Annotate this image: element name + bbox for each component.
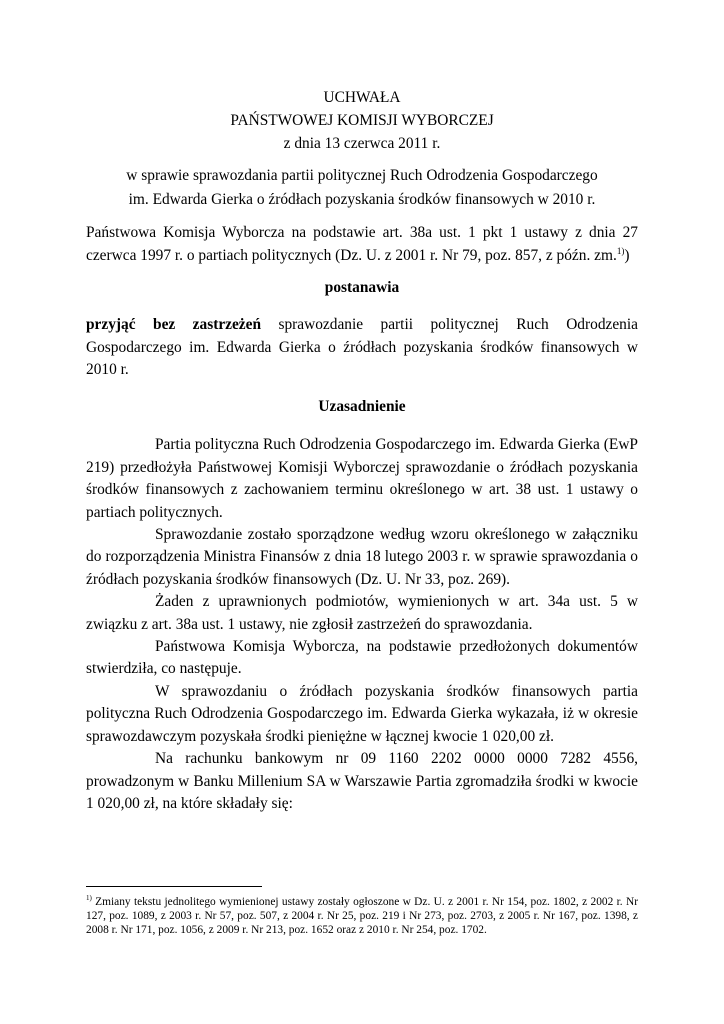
- preamble-text: Państwowa Komisja Wyborcza na podstawie art. 38a ust. 1 pkt 1 ustawy z dnia 27 czerwca 1997 r. o partiach politycznych (Dz. U. z 2001 r. Nr 79, poz. 857, z późn. zm.: [86, 224, 638, 264]
- resolution-bold-lead: przyjąć bez zastrzeżeń: [86, 316, 262, 334]
- footnote-marker: 1): [86, 894, 92, 903]
- title-line-authority: PAŃSTWOWEJ KOMISJI WYBORCZEJ: [230, 111, 494, 129]
- justification-paragraph-5: W sprawozdaniu o źródłach pozyskania środków finansowych partia polityczna Ruch Odrodzenia Gospodarczego im. Edwarda Gierka wykazała, iż w okresie sprawozdawczym pozyskała środki pieniężne w łącznej kwocie 1 020,00 zł.: [86, 682, 638, 745]
- preamble-paragraph: [86, 222, 638, 267]
- heading-decides: postanawia: [324, 279, 400, 297]
- justification-section: [86, 434, 638, 815]
- title-line-type: UCHWAŁA: [323, 89, 401, 106]
- footnote-divider: [86, 886, 262, 887]
- resolution-text: sprawozdanie partii politycznej Ruch Odrodzenia Gospodarczego im. Edwarda Gierka o źródłach pozyskania środków finansowych w 2010 r.: [86, 316, 638, 379]
- heading-justification: Uzasadnienie: [318, 398, 406, 416]
- justification-paragraph-2: Sprawozdanie zostało sporządzone według wzoru określonego w załączniku do rozporządzenia Ministra Finansów z dnia 18 lutego 2003 r. w sprawie sprawozdania o źródłach pozyskania środków finansowych (Dz. U. Nr 33, poz. 269).: [86, 526, 638, 588]
- resolution-title: [86, 87, 638, 155]
- justification-paragraph-1: Partia polityczna Ruch Odrodzenia Gospodarczego im. Edwarda Gierka (EwP 219) przedłożyła Państwowej Komisji Wyborczej sprawozdanie o źródłach pozyskania środków finansowych z zachowaniem terminu określonego w art. 38 ust. 1 ustawy o partiach politycznych.: [86, 436, 638, 521]
- justification-paragraph-4: Państwowa Komisja Wyborcza, na podstawie przedłożonych dokumentów stwierdziła, co następuje.: [86, 638, 638, 678]
- title-line-date: z dnia 13 czerwca 2011 r.: [283, 134, 441, 152]
- footnote-text: Zmiany tekstu jednolitego wymienionej ustawy zostały ogłoszone w Dz. U. z 2001 r. Nr 154, poz. 1802, z 2002 r. Nr 127, poz. 1089, z 2003 r. Nr 57, poz. 507, z 2004 r. Nr 25, poz. 219 i Nr 273, poz. 2703, z 2005 r. Nr 167, poz. 1398, z 2008 r. Nr 171, poz. 1056, z 2009 r. Nr 213, poz. 1652 oraz z 2010 r. Nr 254, poz. 1702.: [86, 896, 638, 936]
- footnote-reference: 1): [616, 245, 625, 256]
- justification-paragraph-3: Żaden z uprawnionych podmiotów, wymienionych w art. 34a ust. 5 w związku z art. 38a ust. 1 ustawy, nie zgłosił zastrzeżeń do sprawozdania.: [86, 593, 638, 633]
- resolution-paragraph: [86, 314, 638, 381]
- subject-line-1: w sprawie sprawozdania partii politycznej Ruch Odrodzenia Gospodarczego: [126, 167, 598, 185]
- preamble-closing: ): [624, 246, 630, 264]
- document-body: [86, 87, 638, 815]
- justification-paragraph-6: Na rachunku bankowym nr 09 1160 2202 0000 0000 7282 4556, prowadzonym w Banku Millenium SA w Warszawie Partia zgromadziła środki w kwocie 1 020,00 zł, na które składały się:: [86, 750, 638, 812]
- subject-line-2: im. Edwarda Gierka o źródłach pozyskania środków finansowych w 2010 r.: [128, 191, 596, 209]
- footnote: [86, 895, 638, 937]
- resolution-subject: [86, 164, 638, 212]
